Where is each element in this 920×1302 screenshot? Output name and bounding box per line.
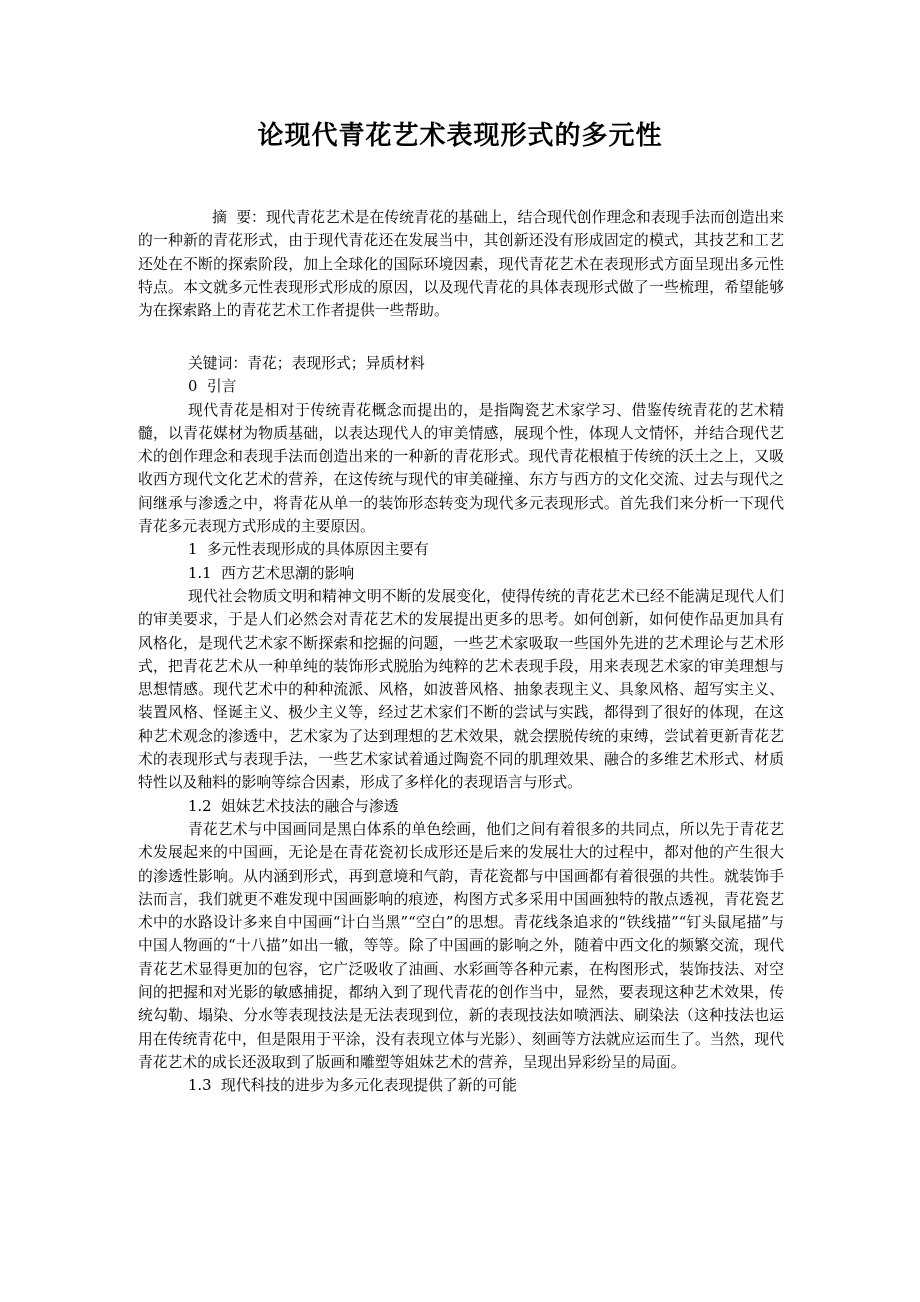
abstract-label: 摘 要： xyxy=(212,209,266,226)
section-heading-1-1: 1.1 西方艺术思潮的影响 xyxy=(188,564,355,582)
keywords-line: 关键词：青花；表现形式；异质材料 xyxy=(188,355,425,372)
intro-paragraph: 现代青花是相对于传统青花概念而提出的，是指陶瓷艺术家学习、借鉴传统青花的艺术精髓，以青花媒材为物质基础，以表达现代人的审美情感，展现个性，体现人文情怀，并结合现代艺术的创作理念和表现手法而创造出来的一种新的青花形式。现代青花根植于传统的沃土之上，又吸收西方现代文化艺术的营养，在这传统与现代的审美碰撞、东方与西方的文化交流、过去与现代之间继承与渗透之中，将青花从单一的装饰形态转变为现代多元表现形式。首先我们来分析一下现代青花多元表现方式形成的主要原因。 xyxy=(138,401,784,536)
abstract-paragraph xyxy=(138,206,784,322)
main-body xyxy=(138,352,784,1098)
section-heading-1: 1 多元性表现形成的具体原因主要有 xyxy=(188,541,429,559)
section-heading-1-3: 1.3 现代科技的进步为多元化表现提供了新的可能 xyxy=(188,1077,517,1095)
section-heading-1-2: 1.2 姐妹艺术技法的融合与渗透 xyxy=(188,797,399,815)
section-1-1-paragraph: 现代社会物质文明和精神文明不断的发展变化，使得传统的青花艺术已经不能满足现代人们的审美要求，于是人们必然会对青花艺术的发展提出更多的思考。如何创新，如何使作品更加具有风格化，是现代艺术家不断探索和挖掘的问题，一些艺术家吸取一些国外先进的艺术理论与艺术形式，把青花艺术从一种单纯的装饰形式脱胎为纯粹的艺术表现手段，用来表现艺术家的审美理想与思想情感。现代艺术中的种种流派、风格，如波普风格、抽象表现主义、具象风格、超写实主义、装置风格、怪诞主义、极少主义等，经过艺术家们不断的尝试与实践，都得到了很好的体现，在这种艺术观念的渗透中，艺术家为了达到理想的艺术效果，就会摆脱传统的束缚，尝试着更新青花艺术的表现形式与表现手法，一些艺术家试着通过陶瓷不同的肌理效果、融合的多维艺术形式、材质特性以及釉料的影响等综合因素，形成了多样化的表现语言与形式。 xyxy=(138,587,784,792)
abstract-block xyxy=(138,206,784,322)
abstract-text: 现代青花艺术是在传统青花的基础上，结合现代创作理念和表现手法而创造出来的一种新的青花形式，由于现代青花还在发展当中，其创新还没有形成固定的模式，其技艺和工艺还处在不断的探索阶段，加上全球化的国际环境因素，现代青花艺术在表现形式方面呈现出多元性特点。本文就多元性表现形式形成的原因，以及现代青花的具体表现形式做了一些梳理，希望能够为在探索路上的青花艺术工作者提供一些帮助。 xyxy=(138,209,784,320)
paper-title: 论现代青花艺术表现形式的多元性 xyxy=(257,121,663,151)
section-heading-intro: 0 引言 xyxy=(188,378,237,396)
section-1-2-paragraph: 青花艺术与中国画同是黑白体系的单色绘画，他们之间有着很多的共同点，所以先于青花艺术发展起来的中国画，无论是在青花瓷初长成形还是后来的发展壮大的过程中，都对他的产生很大的渗透性影响。从内涵到形式，再到意境和气韵，青花瓷都与中国画都有着很强的共性。就装饰手法而言，我们就更不难发现中国画影响的痕迹，构图方式多采用中国画独特的散点透视，青花瓷艺术中的水路设计多来自中国画“计白当黑”“空白”的思想。青花线条追求的“铁线描”“钉头鼠尾描”与中国人物画的“十八描”如出一辙，等等。除了中国画的影响之外，随着中西文化的频繁交流，现代青花艺术显得更加的包容，它广泛吸收了油画、水彩画等各种元素，在构图形式，装饰技法、对空间的把握和对光影的敏感捕捉，都纳入到了现代青花的创作当中，显然，要表现这种艺术效果，传统勾勒、塌染、分水等表现技法是无法表现到位，新的表现技法如喷洒法、刷染法（这种技法也运用在传统青花中，但是限用于平涂，没有表现立体与光影）、刻画等方法就应运而生了。当然，现代青花艺术的成长还汲取到了版画和雕塑等姐妹艺术的营养，呈现出异彩纷呈的局面。 xyxy=(138,820,784,1071)
